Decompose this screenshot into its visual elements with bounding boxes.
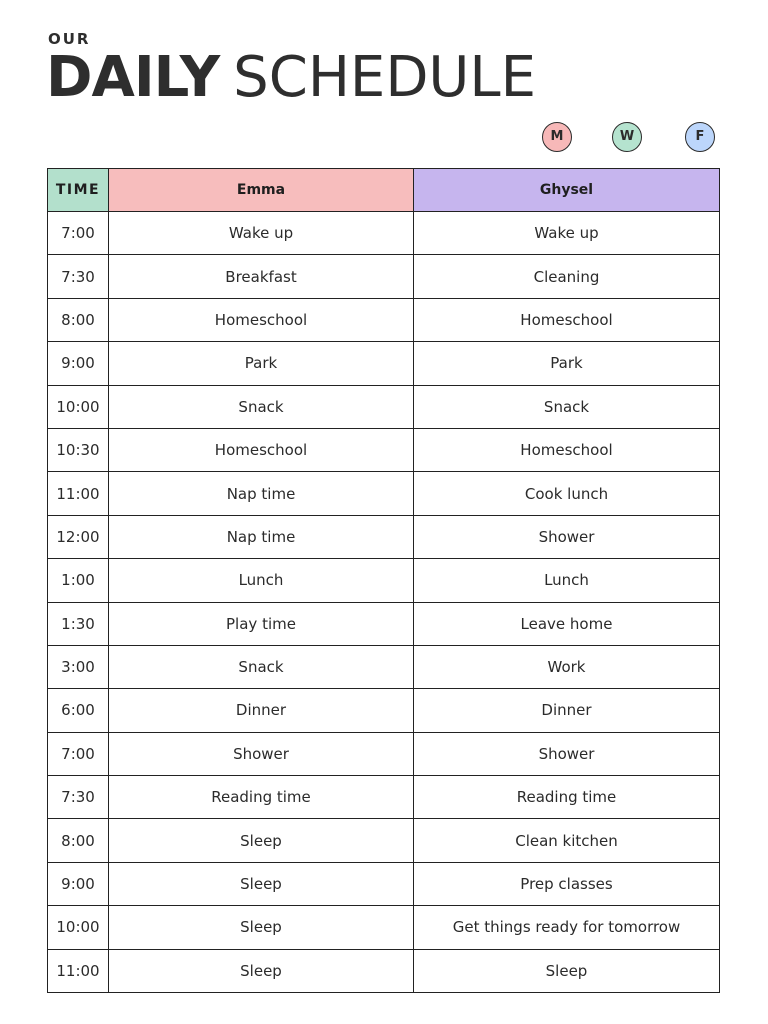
schedule-body: [48, 212, 720, 993]
table-row: [48, 428, 720, 471]
title-light: SCHEDULE: [233, 45, 537, 110]
table-row: [48, 949, 720, 992]
time-cell: 10:00: [48, 385, 109, 428]
person2-activity-cell: Reading time: [414, 776, 720, 819]
time-cell: 11:00: [48, 472, 109, 515]
time-cell: 7:30: [48, 255, 109, 298]
time-cell: 9:00: [48, 342, 109, 385]
time-cell: 7:30: [48, 776, 109, 819]
time-cell: 3:00: [48, 645, 109, 688]
person1-activity-cell: Homeschool: [109, 298, 414, 341]
page-title: [46, 42, 536, 114]
person2-activity-cell: Work: [414, 645, 720, 688]
table-row: [48, 559, 720, 602]
person1-activity-cell: Lunch: [109, 559, 414, 602]
table-row: [48, 645, 720, 688]
time-cell: 1:30: [48, 602, 109, 645]
page-subtitle: OUR: [48, 30, 91, 48]
table-row: [48, 819, 720, 862]
day-monday-badge: M: [542, 122, 572, 152]
person1-activity-cell: Reading time: [109, 776, 414, 819]
person2-activity-cell: Lunch: [414, 559, 720, 602]
table-header-row: [48, 169, 720, 212]
person2-activity-cell: Shower: [414, 732, 720, 775]
person2-activity-cell: Wake up: [414, 212, 720, 255]
time-cell: 12:00: [48, 515, 109, 558]
person2-activity-cell: Snack: [414, 385, 720, 428]
day-wednesday-badge: W: [612, 122, 642, 152]
day-indicators: [0, 122, 768, 156]
person2-activity-cell: Shower: [414, 515, 720, 558]
person1-activity-cell: Breakfast: [109, 255, 414, 298]
table-row: [48, 906, 720, 949]
day-friday-badge: F: [685, 122, 715, 152]
time-column-header: TIME: [48, 169, 109, 212]
time-cell: 7:00: [48, 212, 109, 255]
table-row: [48, 212, 720, 255]
time-cell: 6:00: [48, 689, 109, 732]
person2-activity-cell: Park: [414, 342, 720, 385]
person1-activity-cell: Shower: [109, 732, 414, 775]
person2-activity-cell: Cook lunch: [414, 472, 720, 515]
title-bold: DAILY: [46, 45, 220, 110]
table-row: [48, 776, 720, 819]
table-row: [48, 472, 720, 515]
person1-activity-cell: Play time: [109, 602, 414, 645]
schedule-table: [47, 168, 720, 993]
person1-activity-cell: Park: [109, 342, 414, 385]
person1-activity-cell: Sleep: [109, 906, 414, 949]
table-row: [48, 732, 720, 775]
table-row: [48, 515, 720, 558]
person1-activity-cell: Snack: [109, 385, 414, 428]
person1-activity-cell: Sleep: [109, 862, 414, 905]
person2-activity-cell: Sleep: [414, 949, 720, 992]
table-row: [48, 298, 720, 341]
person2-activity-cell: Homeschool: [414, 298, 720, 341]
person1-activity-cell: Wake up: [109, 212, 414, 255]
person2-activity-cell: Dinner: [414, 689, 720, 732]
time-cell: 9:00: [48, 862, 109, 905]
time-cell: 7:00: [48, 732, 109, 775]
time-cell: 1:00: [48, 559, 109, 602]
table-row: [48, 342, 720, 385]
time-cell: 10:00: [48, 906, 109, 949]
table-row: [48, 689, 720, 732]
person2-activity-cell: Prep classes: [414, 862, 720, 905]
person1-activity-cell: Sleep: [109, 949, 414, 992]
person2-activity-cell: Cleaning: [414, 255, 720, 298]
person1-column-header: Emma: [109, 169, 414, 212]
table-row: [48, 385, 720, 428]
person1-activity-cell: Nap time: [109, 515, 414, 558]
time-cell: 11:00: [48, 949, 109, 992]
time-cell: 8:00: [48, 298, 109, 341]
table-row: [48, 862, 720, 905]
person2-activity-cell: Homeschool: [414, 428, 720, 471]
person1-activity-cell: Nap time: [109, 472, 414, 515]
person1-activity-cell: Sleep: [109, 819, 414, 862]
person2-column-header: Ghysel: [414, 169, 720, 212]
table-row: [48, 255, 720, 298]
person1-activity-cell: Snack: [109, 645, 414, 688]
person1-activity-cell: Dinner: [109, 689, 414, 732]
table-row: [48, 602, 720, 645]
person2-activity-cell: Clean kitchen: [414, 819, 720, 862]
time-cell: 8:00: [48, 819, 109, 862]
person2-activity-cell: Leave home: [414, 602, 720, 645]
time-cell: 10:30: [48, 428, 109, 471]
person1-activity-cell: Homeschool: [109, 428, 414, 471]
person2-activity-cell: Get things ready for tomorrow: [414, 906, 720, 949]
